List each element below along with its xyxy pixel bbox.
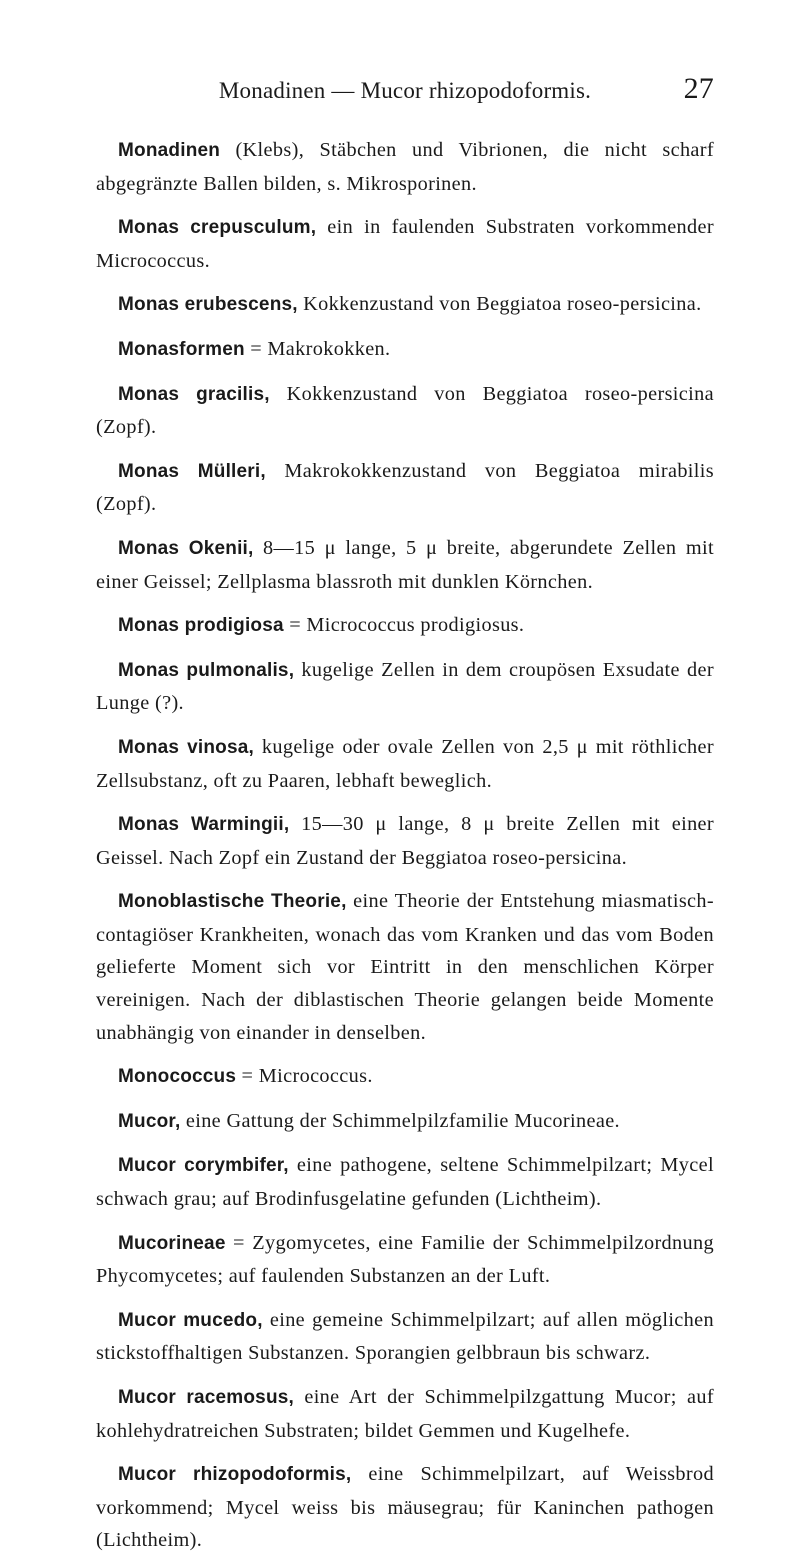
entry-list (96, 134, 714, 1557)
entry-monas-okenii (96, 532, 714, 598)
entry-text: = Zygomycetes, eine Familie der Schimmelpilzordnung Phycomycetes; auf faulenden Substanzen an der Luft. (96, 1231, 714, 1288)
entry-mucor-rhizopodoformis (96, 1458, 714, 1557)
entry-term: Monoblastische Theorie, (118, 891, 347, 913)
entry-term: Mucor corymbifer, (118, 1155, 289, 1177)
entry-text: kugelige oder ovale Zellen von 2,5 μ mit röthlicher Zellsubstanz, oft zu Paaren, lebhaft beweglich. (96, 735, 714, 792)
entry-term: Monadinen (118, 140, 221, 161)
entry-monas-crepusculum (96, 211, 714, 277)
entry-text: kugelige Zellen in dem croupösen Exsudate der Lunge (?). (96, 658, 715, 715)
entry-monas-pulmonalis (96, 654, 714, 720)
entry-text: eine Gattung der Schimmelpilzfamilie Mucorineae. (180, 1109, 620, 1132)
entry-mucor (96, 1105, 714, 1139)
entry-term: Monas Mülleri, (118, 460, 266, 482)
entry-text: eine gemeine Schimmelpilzart; auf allen möglichen stickstoffhaltigen Substanzen. Sporangien gelbbraun bis schwarz. (96, 1308, 714, 1365)
entry-text: = Makrokokken. (244, 337, 391, 360)
entry-monas-erubescens (96, 288, 714, 322)
entry-term: Monas gracilis, (118, 383, 270, 405)
entry-text: Kokkenzustand von Beggiatoa roseo-persicina. (297, 293, 702, 316)
entry-term: Monas pulmonalis, (118, 659, 295, 681)
entry-text: Makrokokkenzustand von Beggiatoa mirabilis (Zopf). (96, 459, 715, 516)
entry-text: (Klebs), Stäbchen und Vibrionen, die nicht scharf abgegränzte Ballen bilden, s. Mikrosporinen. (96, 139, 714, 195)
entry-mucor-corymbifer (96, 1149, 714, 1215)
entry-term: Mucor racemosus, (118, 1387, 295, 1408)
entry-text: eine Schimmelpilzart, auf Weissbrod vorkommend; Mycel weiss bis mäusegrau; für Kaninchen pathogen (Lichtheim). (96, 1463, 714, 1552)
dictionary-page (96, 70, 714, 1568)
entry-term: Monas Okenii, (118, 537, 254, 559)
entry-text: eine pathogene, seltene Schimmelpilzart; Mycel schwach grau; auf Brodinfusgelatine gefunden (Lichtheim). (96, 1154, 714, 1211)
entry-term: Mucor, (118, 1110, 181, 1132)
entry-text: 8—15 μ lange, 5 μ breite, abgerundete Zellen mit einer Geissel; Zellplasma blassroth mit dunklen Körnchen. (96, 536, 714, 593)
entry-term: Monas prodigiosa (118, 615, 284, 637)
entry-monoblastische-theorie (96, 885, 714, 1049)
entry-text: eine Theorie der Entstehung miasmatisch-contagiöser Krankheiten, wonach das vom Kranken und das vom Boden gelieferte Moment sich vor Eintritt in den menschlichen Körper vereinigen. Nach der diblastischen Theorie gelangen beide Momente unabhängig von einander in denselben. (96, 890, 715, 1044)
page-number: 27 (683, 72, 714, 105)
entry-mucor-racemosus (96, 1381, 714, 1447)
running-title: Monadinen — Mucor rhizopodoformis. (218, 78, 592, 103)
entry-text: 15—30 μ lange, 8 μ breite Zellen mit einer Geissel. Nach Zopf ein Zustand der Beggiatoa roseo-persicina. (96, 813, 715, 869)
entry-text: Kokkenzustand von Beggiatoa roseo-persicina (Zopf). (96, 382, 714, 439)
entry-term: Monasformen (118, 338, 245, 360)
entry-term: Monas Warmingii, (118, 814, 290, 836)
entry-term: Mucor mucedo, (118, 1309, 263, 1331)
entry-monococcus (96, 1060, 714, 1094)
entry-monas-muelleri (96, 455, 714, 521)
entry-text: ein in faulenden Substraten vorkommender Micrococcus. (96, 216, 714, 272)
entry-mucorineae (96, 1227, 714, 1293)
running-head (96, 70, 714, 110)
entry-monas-prodigiosa (96, 609, 714, 643)
entry-term: Monas erubescens, (118, 294, 298, 316)
entry-text: = Micrococcus. (236, 1065, 373, 1088)
entry-monas-vinosa (96, 731, 714, 797)
entry-term: Mucorineae (118, 1232, 226, 1254)
entry-monas-gracilis (96, 378, 714, 444)
entry-text: eine Art der Schimmelpilzgattung Mucor; auf kohlehydratreichen Substraten; bildet Gemmen und Kugelhefe. (96, 1386, 714, 1442)
entry-term: Monococcus (118, 1066, 237, 1088)
entry-monadinen (96, 134, 714, 200)
entry-monas-warmingii (96, 808, 714, 874)
entry-term: Monas crepusculum, (118, 217, 317, 239)
entry-term: Mucor rhizopodoformis, (118, 1464, 352, 1486)
entry-monasformen (96, 333, 714, 367)
entry-mucor-mucedo (96, 1304, 714, 1370)
entry-text: = Micrococcus prodigiosus. (283, 614, 525, 637)
entry-term: Monas vinosa, (118, 736, 254, 758)
